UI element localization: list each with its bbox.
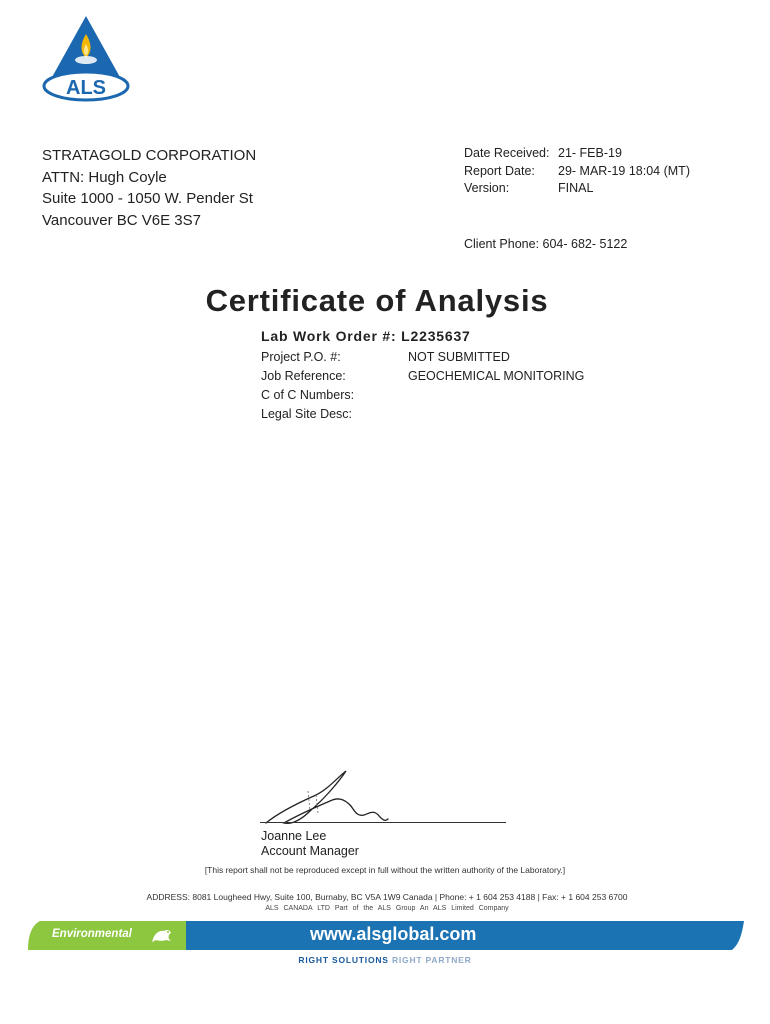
detail-label: Project P.O. #: xyxy=(261,350,341,364)
report-date-value: 29- MAR-19 18:04 (MT) xyxy=(558,163,690,178)
frog-icon xyxy=(151,927,173,943)
detail-row xyxy=(261,386,584,405)
client-phone: Client Phone: 604- 682- 5122 xyxy=(464,237,628,251)
detail-value: GEOCHEMICAL MONITORING xyxy=(408,369,585,383)
detail-row xyxy=(261,405,584,424)
client-attn: ATTN: Hugh Coyle xyxy=(42,168,167,186)
client-company: STRATAGOLD CORPORATION xyxy=(42,147,257,164)
website-link[interactable]: www.alsglobal.com xyxy=(310,924,477,944)
tagline-part-b: RIGHT PARTNER xyxy=(391,955,472,965)
date-received-value: 21- FEB-19 xyxy=(558,146,622,160)
version-label: Version: xyxy=(464,181,510,195)
signer-role: Account Manager xyxy=(261,844,359,858)
page-title: Certificate of Analysis xyxy=(205,283,549,318)
client-address-block xyxy=(42,145,256,231)
disclaimer: [This report shall not be reproduced except in full without the written authority of the Laboratory.] xyxy=(204,865,566,875)
detail-label: Legal Site Desc: xyxy=(261,407,353,421)
client-address-line1: Suite 1000 - 1050 W. Pender St xyxy=(42,190,253,207)
report-meta xyxy=(464,145,690,198)
detail-row xyxy=(261,348,584,367)
tagline xyxy=(0,955,770,965)
date-received-label: Date Received: xyxy=(464,146,550,160)
tagline-part-a: RIGHT SOLUTIONS xyxy=(298,955,389,965)
signature-line xyxy=(260,822,506,823)
signer-name: Joanne Lee xyxy=(261,829,327,843)
lab-address: ADDRESS: 8081 Lougheed Hwy, Suite 100, Burnaby, BC V5A 1W9 Canada | Phone: + 1 604 253 4188 | Fax: + 1 604 253 6700 xyxy=(146,892,628,902)
lab-work-order: Lab Work Order #: L2235637 xyxy=(261,328,471,344)
als-logo xyxy=(40,14,132,102)
detail-value: NOT SUBMITTED xyxy=(408,350,510,364)
detail-row xyxy=(261,367,584,386)
detail-label: Job Reference: xyxy=(261,369,346,383)
company-line: ALS CANADA LTD Part of the ALS Group An ALS Limited Company xyxy=(265,905,509,912)
report-date-label: Report Date: xyxy=(464,163,535,178)
environmental-label: Environmental xyxy=(52,928,132,940)
detail-label: C of C Numbers: xyxy=(261,388,355,402)
version-value: FINAL xyxy=(558,181,594,195)
signature xyxy=(258,765,508,827)
signer-block xyxy=(261,829,359,859)
work-order-details xyxy=(261,348,584,424)
logo-text: ALS xyxy=(66,77,106,99)
client-address-line2: Vancouver BC V6E 3S7 xyxy=(42,211,201,229)
